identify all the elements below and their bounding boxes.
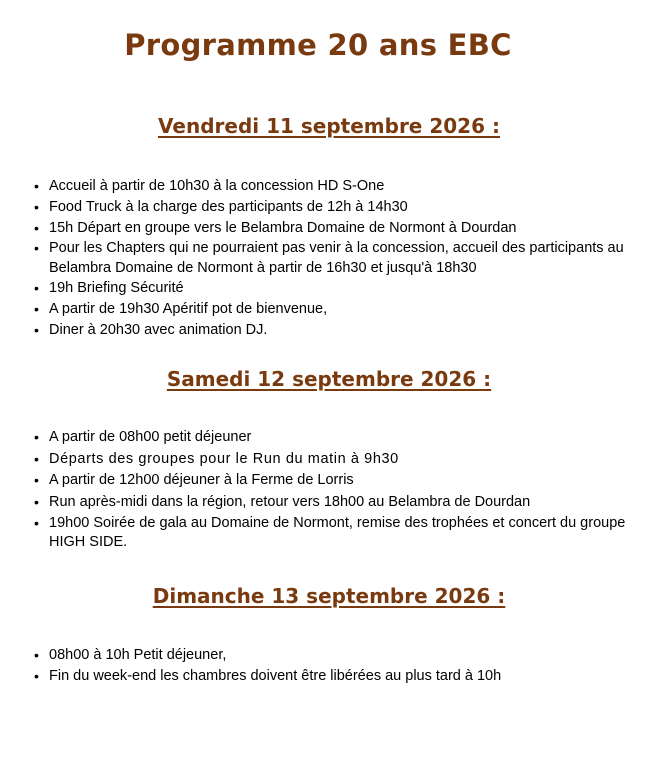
list-item	[34, 219, 656, 238]
bullet-icon: •	[34, 219, 39, 236]
list-item	[34, 279, 656, 298]
list-item-text: 08h00 à 10h Petit déjeuner,	[49, 647, 227, 663]
list-item	[34, 450, 656, 469]
list-item	[34, 428, 656, 447]
list-item	[34, 514, 656, 552]
bullet-icon: •	[34, 240, 39, 257]
day-heading-sunday-text: Dimanche 13 septembre 2026 :	[152, 584, 506, 608]
bullet-icon: •	[34, 301, 39, 318]
list-item-text: 15h Départ en groupe vers le Belambra Domaine de Normont à Dourdan	[49, 219, 517, 236]
list-item-text: A partir de 08h00 petit déjeuner	[49, 429, 252, 445]
bullet-icon: •	[34, 321, 39, 338]
day-heading-friday-text: Vendredi 11 septembre 2026 :	[158, 114, 500, 138]
day-heading-saturday-text: Samedi 12 septembre 2026 :	[166, 367, 492, 391]
list-item	[34, 177, 656, 196]
bullet-icon: •	[34, 429, 39, 445]
list-item	[34, 198, 656, 217]
bullet-icon: •	[34, 450, 40, 467]
bullet-icon: •	[34, 472, 39, 488]
day-heading-sunday	[0, 584, 658, 608]
schedule-list-friday	[34, 177, 656, 342]
list-item	[34, 321, 656, 340]
schedule-list-saturday	[34, 428, 656, 555]
bullet-icon: •	[34, 280, 39, 297]
list-item-text: Run après-midi dans la région, retour vers 18h00 au Belambra de Dourdan	[49, 493, 531, 510]
list-item-text: 19h Briefing Sécurité	[49, 280, 184, 297]
list-item-text: A partir de 12h00 déjeuner à la Ferme de Lorris	[49, 472, 354, 488]
bullet-icon: •	[34, 178, 39, 194]
list-item	[34, 239, 656, 277]
list-item	[34, 493, 656, 512]
list-item-text: 19h00 Soirée de gala au Domaine de Normont, remise des trophées et concert du groupe HIGH SIDE.	[49, 515, 626, 551]
bullet-icon: •	[34, 515, 39, 531]
list-item-text: Diner à 20h30 avec animation DJ.	[49, 321, 268, 338]
day-heading-friday	[0, 114, 658, 138]
bullet-icon: •	[34, 647, 39, 663]
list-item-text: Accueil à partir de 10h30 à la concession HD S-One	[49, 178, 385, 194]
list-item-text: Départs des groupes pour le Run du matin à 9h30	[49, 450, 399, 467]
list-item-text: Food Truck à la charge des participants de 12h à 14h30	[49, 198, 408, 215]
list-item	[34, 646, 656, 665]
day-heading-saturday	[0, 367, 658, 391]
list-item-text: Fin du week-end les chambres doivent être libérées au plus tard à 10h	[49, 667, 502, 684]
bullet-icon: •	[34, 493, 39, 510]
list-item-text: A partir de 19h30 Apéritif pot de bienvenue,	[49, 301, 328, 318]
bullet-icon: •	[34, 198, 39, 215]
schedule-list-sunday	[34, 646, 656, 688]
list-item-text: Pour les Chapters qui ne pourraient pas venir à la concession, accueil des participants au Belambra Domaine de Normont à partir de 16h30 et jusqu'à 18h30	[49, 240, 624, 276]
list-item	[34, 667, 656, 686]
list-item	[34, 471, 656, 490]
page-title: Programme 20 ans EBC	[124, 28, 512, 62]
bullet-icon: •	[34, 667, 39, 684]
list-item	[34, 300, 656, 319]
